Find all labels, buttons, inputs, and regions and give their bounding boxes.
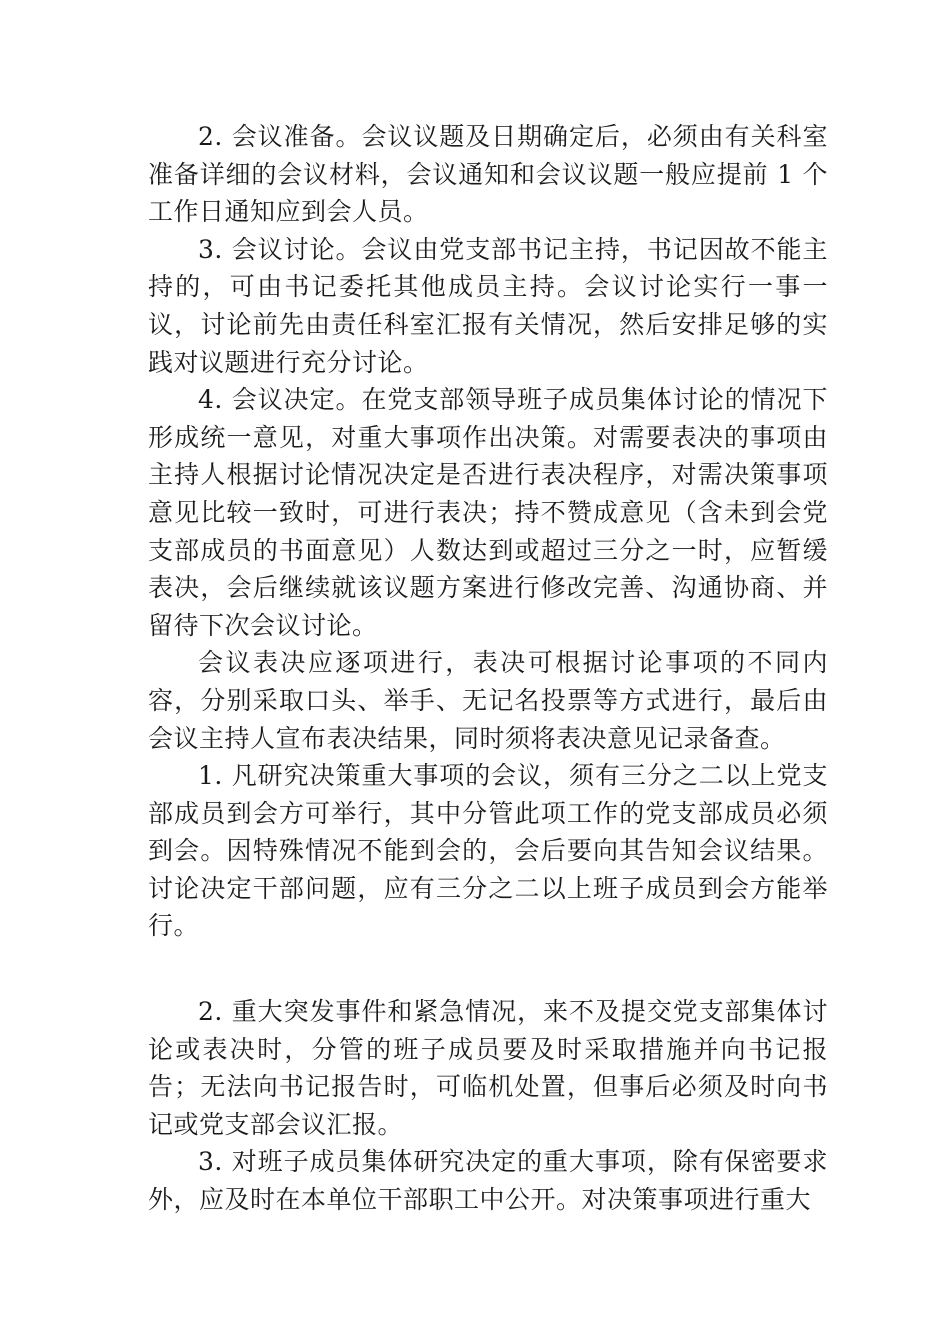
paragraph-quorum-rule: 1. 凡研究决策重大事项的会议，须有三分之二以上党支部成员到会方可举行，其中分管此项工作的党支部成员必须到会。因特殊情况不能到会的，会后要向其告知会议结果。讨论决定干部问题，应有三分之二以上班子成员到会方能举行。	[148, 761, 828, 941]
document-body	[148, 118, 828, 1219]
paragraph-meeting-preparation: 2. 会议准备。会议议题及日期确定后，必须由有关科室准备详细的会议材料，会议通知和会议议题一般应提前 1 个工作日通知应到会人员。	[148, 122, 828, 227]
paragraph-emergency-handling: 2. 重大突发事件和紧急情况，来不及提交党支部集体讨论或表决时，分管的班子成员要及时采取措施并向书记报告；无法向书记报告时，可临机处置，但事后必须及时向书记或党支部会议汇报。	[148, 997, 828, 1139]
paragraph-spacer	[148, 945, 828, 993]
paragraph-disclosure: 3. 对班子成员集体研究决定的重大事项，除有保密要求外，应及时在本单位干部职工中公开。对决策事项进行重大	[148, 1147, 828, 1215]
paragraph-voting-method: 会议表决应逐项进行，表决可根据讨论事项的不同内容，分别采取口头、举手、无记名投票等方式进行，最后由会议主持人宣布表决结果，同时须将表决意见记录备查。	[148, 648, 828, 753]
paragraph-meeting-discussion: 3. 会议讨论。会议由党支部书记主持，书记因故不能主持的，可由书记委托其他成员主持。会议讨论实行一事一议，讨论前先由责任科室汇报有关情况，然后安排足够的实践对议题进行充分讨论。	[148, 234, 828, 377]
paragraph-meeting-decision: 4. 会议决定。在党支部领导班子成员集体讨论的情况下形成统一意见，对重大事项作出决策。对需要表决的事项由主持人根据讨论情况决定是否进行表决程序，对需决策事项意见比较一致时，可进行表决；持不赞成意见（含未到会党支部成员的书面意见）人数达到或超过三分之一时，应暂缓表决，会后继续就该议题方案进行修改完善、沟通协商、并留待下次会议讨论。	[148, 385, 828, 640]
